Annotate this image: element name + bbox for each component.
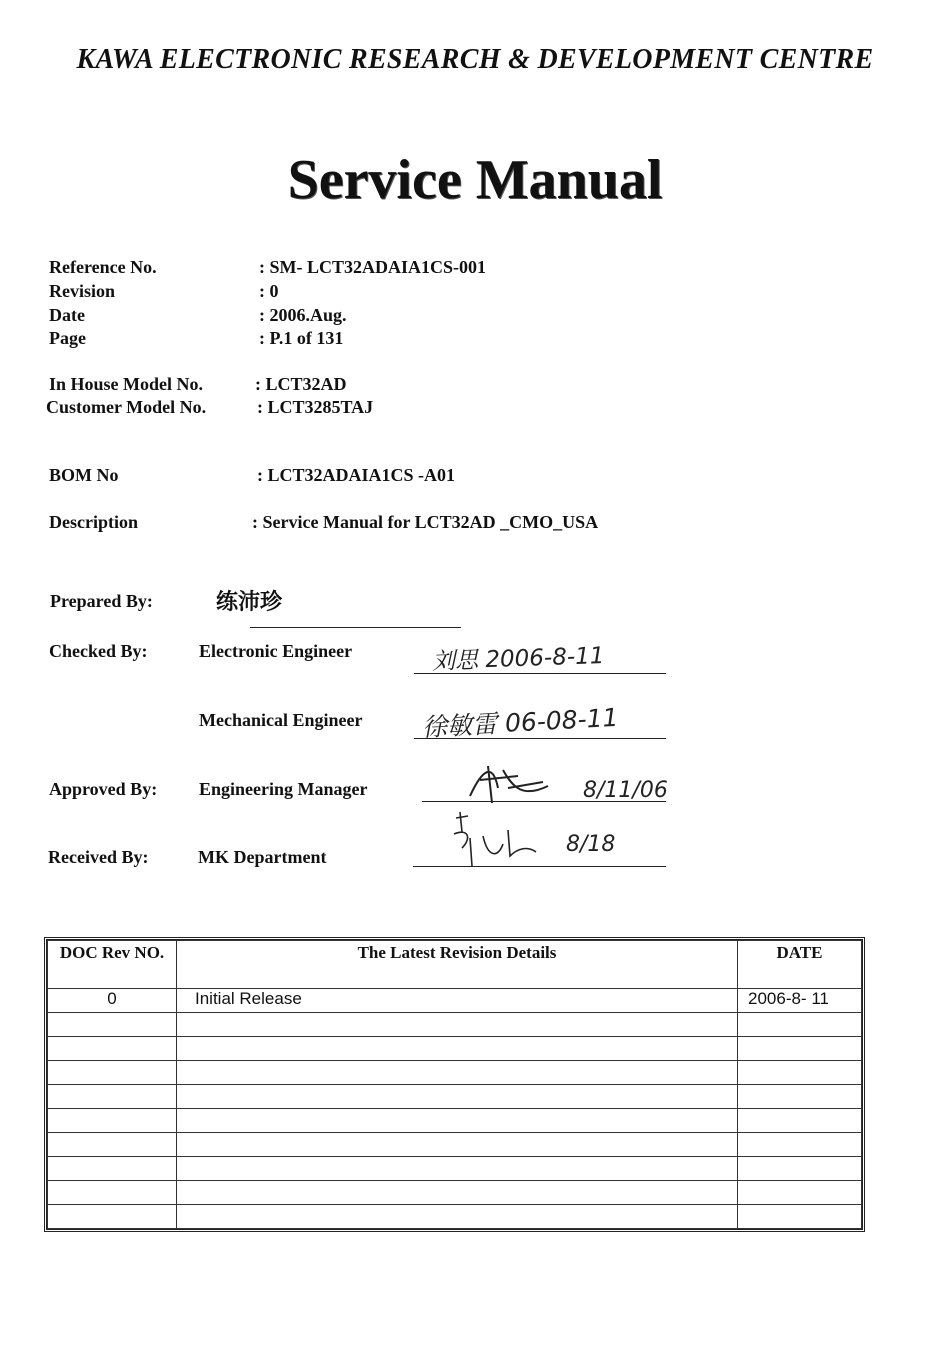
description-value: : Service Manual for LCT32AD _CMO_USA [252, 512, 599, 532]
revision-table-header [48, 941, 862, 989]
details-cell [177, 1013, 738, 1037]
electronic-engineer-label: Electronic Engineer [199, 641, 353, 661]
rev-no-cell: 0 [48, 989, 177, 1013]
mk-signature-line [413, 866, 666, 867]
date-cell [738, 1037, 862, 1061]
date-cell [738, 1061, 862, 1085]
prepared-by-label: Prepared By: [50, 591, 153, 611]
date-cell: 2006-8- 11 [738, 989, 862, 1013]
description-label: Description [49, 512, 138, 532]
in-house-model-label: In House Model No. [49, 374, 204, 394]
details-cell [177, 1061, 738, 1085]
date-cell [738, 1109, 862, 1133]
electronic-engineer-signature: 刘思 2006-8-11 [431, 642, 605, 675]
in-house-model-value: : LCT32AD [255, 374, 347, 394]
bom-no-label: BOM No [49, 465, 119, 485]
table-row [48, 1085, 862, 1109]
table-row [48, 1037, 862, 1061]
details-cell [177, 1133, 738, 1157]
engineering-manager-signature: 8/11/06 [583, 778, 668, 803]
rev-no-cell [48, 1013, 177, 1037]
date-cell [738, 1013, 862, 1037]
table-row [48, 1157, 862, 1181]
table-row [48, 1109, 862, 1133]
date-cell [738, 1157, 862, 1181]
col-revision-details: The Latest Revision Details [177, 941, 738, 989]
reference-no-value: : SM- LCT32ADAIA1CS-001 [259, 257, 487, 277]
rev-no-cell [48, 1061, 177, 1085]
revision-value: : 0 [259, 281, 279, 301]
table-row [48, 1061, 862, 1085]
rev-no-cell [48, 1037, 177, 1061]
page-value: : P.1 of 131 [259, 328, 344, 348]
bom-no-value: : LCT32ADAIA1CS -A01 [257, 465, 456, 485]
rev-no-cell [48, 1109, 177, 1133]
details-cell [177, 1037, 738, 1061]
details-cell [177, 1109, 738, 1133]
prepared-by-name: 练沛珍 [216, 590, 283, 615]
table-row [48, 1205, 862, 1229]
mechanical-engineer-signature: 徐敏雷 06-08-11 [421, 702, 620, 743]
reference-no-label: Reference No. [49, 257, 157, 277]
revision-label: Revision [49, 281, 116, 301]
col-doc-rev-no: DOC Rev NO. [48, 941, 177, 989]
mechanical-engineer-label: Mechanical Engineer [199, 710, 363, 730]
details-cell: Initial Release [177, 989, 738, 1013]
table-row [48, 989, 862, 1013]
rev-no-cell [48, 1133, 177, 1157]
mk-signature: 8/18 [566, 832, 616, 857]
date-cell [738, 1133, 862, 1157]
details-cell [177, 1085, 738, 1109]
date-cell [738, 1085, 862, 1109]
customer-model-label: Customer Model No. [46, 397, 207, 417]
customer-model-value: : LCT3285TAJ [257, 397, 374, 417]
details-cell [177, 1181, 738, 1205]
received-by-label: Received By: [48, 847, 149, 867]
revision-table [44, 937, 865, 1232]
page-label: Page [49, 328, 86, 348]
checked-by-label: Checked By: [49, 641, 148, 661]
col-date: DATE [738, 941, 862, 989]
rev-no-cell [48, 1157, 177, 1181]
prepared-signature-line [250, 627, 461, 628]
engineering-manager-label: Engineering Manager [199, 779, 368, 799]
company-name: KAWA ELECTRONIC RESEARCH & DEVELOPMENT CENTRE [76, 44, 874, 75]
approved-by-label: Approved By: [49, 779, 158, 799]
rev-no-cell [48, 1205, 177, 1229]
mk-department-label: MK Department [198, 847, 327, 867]
date-value: : 2006.Aug. [259, 305, 347, 325]
electronic-signature-line [414, 673, 666, 674]
mechanical-signature-line [414, 738, 666, 739]
document-title: Service Manual [287, 149, 663, 211]
date-cell [738, 1205, 862, 1229]
date-cell [738, 1181, 862, 1205]
details-cell [177, 1205, 738, 1229]
rev-no-cell [48, 1085, 177, 1109]
manager-signature-line [422, 801, 666, 802]
table-row [48, 1133, 862, 1157]
rev-no-cell [48, 1181, 177, 1205]
table-row [48, 1181, 862, 1205]
mk-signature-mark [448, 808, 558, 868]
table-row [48, 1013, 862, 1037]
date-label: Date [49, 305, 85, 325]
details-cell [177, 1157, 738, 1181]
